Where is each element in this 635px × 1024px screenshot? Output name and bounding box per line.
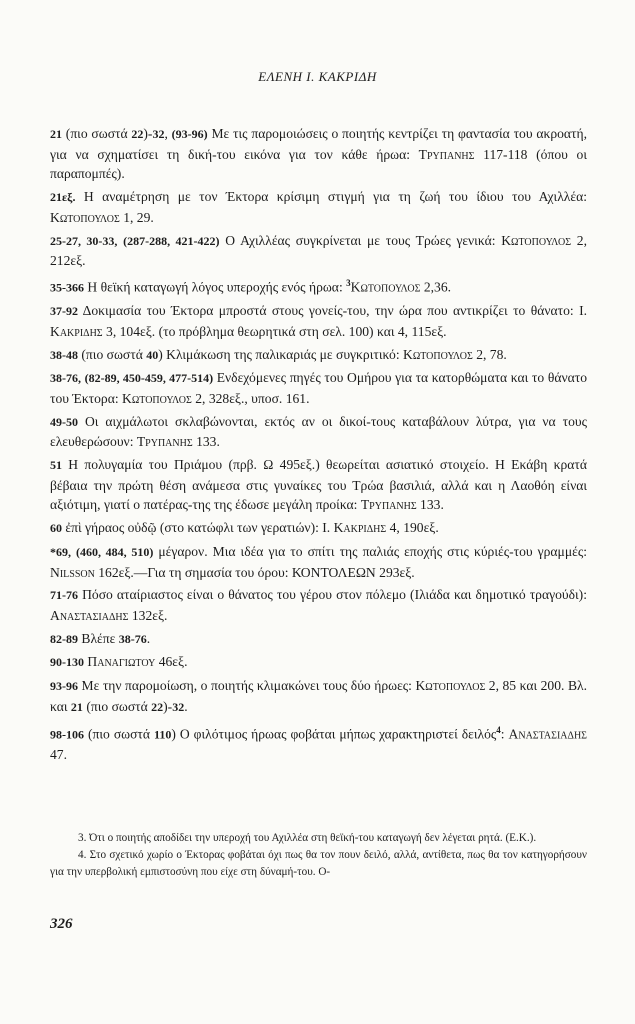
line-reference: 110: [154, 727, 172, 742]
note-text: ,: [164, 126, 172, 141]
line-reference: 21: [70, 699, 83, 714]
note-text: .: [184, 698, 188, 714]
author-citation: Αναστασιαδης: [50, 608, 129, 623]
note-text: Πόσο αταίριαστος είναι ο θάνατος του γέρου στον πόλεμο (Ιλιάδα και δημοτικό τραγούδι):: [78, 587, 587, 603]
line-reference: 51: [50, 458, 62, 473]
note-text: Ενδεχόμενες πηγές του Ομήρου για τα κατορθώματα και το θάνατο του Έκτορα:: [50, 370, 587, 406]
note-text: Βλέπε: [78, 630, 119, 646]
footnote-3: 3. Ότι ο ποιητής αποδίδει την υπεροχή του Αχιλλέα στη θεϊκή-του καταγωγή δεν λέγεται ρητά. (Ε.Κ.).: [78, 832, 537, 844]
note-text: Η θεϊκή καταγωγή λόγος υπεροχής ενός ήρωα: [84, 279, 339, 295]
note-text: 117-118 (όπου οι παραπομπές).: [50, 146, 587, 182]
line-reference: 38-76,: [50, 371, 81, 386]
commentary-note: [50, 301, 587, 341]
footnote-marker: 3: [346, 277, 351, 288]
note-text: .: [146, 630, 151, 646]
line-reference: 60: [50, 521, 62, 536]
commentary-note: [50, 542, 587, 582]
note-text: 133.: [416, 497, 444, 513]
commentary-notes: [50, 124, 587, 767]
author-citation: Κωτοπουλος: [350, 279, 421, 295]
note-text: (πιο σωστά: [78, 346, 147, 362]
line-reference: 90-130: [50, 655, 84, 670]
note-text: 162εξ.—Για τη σημασία του όρου: ΚΟΝΤΟΛΕΩΝ 293εξ.: [94, 564, 415, 580]
note-text: 4, 190εξ.: [386, 520, 439, 536]
note-text: (πιο σωστά: [62, 126, 132, 141]
commentary-note: [50, 231, 587, 271]
note-text: 2,36.: [420, 279, 452, 295]
commentary-note: [50, 412, 587, 452]
footnote-marker: 4: [496, 724, 501, 735]
line-reference: 22: [131, 127, 144, 141]
commentary-note: [50, 368, 587, 408]
note-text: :: [338, 279, 347, 295]
note-text: ἐπὶ γήραος οὐδῷ (στο κατώφλι των γερατιών): Ι.: [62, 520, 334, 536]
author-citation: Κωτοπουλος: [501, 232, 572, 248]
line-reference: 25-27, 30-33,: [50, 233, 118, 248]
commentary-note: [50, 124, 587, 184]
author-citation: Κωτοπουλος: [403, 346, 473, 362]
note-text: )-: [143, 126, 153, 141]
note-text: ) Ο φιλότιμος ήρωας φοβάται μήπως χαρακτηριστεί δειλός: [171, 726, 497, 742]
note-text: Η αναμέτρηση με τον Έκτορα κρίσιμη στιγμή για τη ζωή του ίδιου του Αχιλλέα:: [75, 189, 587, 205]
line-reference: (82-89, 450-459, 477-514): [84, 371, 214, 386]
line-reference: 32: [152, 127, 165, 141]
note-text: Με τις παρομοιώσεις ο ποιητής κεντρίζει τη φαντασία του ακροατή, για να σχηματίσει τη δική-του εικόνα για τον κάθε ήρωα:: [50, 126, 587, 162]
commentary-note: [50, 585, 587, 625]
line-reference: 71-76: [50, 588, 78, 603]
author-citation: Τρυπανης: [418, 146, 475, 162]
commentary-note: [50, 345, 587, 366]
page-number: 326: [50, 916, 73, 932]
author-citation: Τρυπανης: [136, 434, 193, 450]
line-reference: 21εξ.: [50, 190, 76, 205]
line-reference: 22: [151, 699, 164, 714]
author-citation: Κωτοπουλος: [122, 390, 192, 406]
line-reference: (93-96): [171, 127, 208, 141]
line-reference: 21: [50, 127, 62, 141]
commentary-note: [50, 652, 587, 673]
commentary-note: [50, 187, 587, 227]
note-text: 2, 78.: [472, 346, 507, 362]
author-citation: Κακριδης: [50, 323, 103, 339]
note-text: Δοκιμασία του Έκτορα μπροστά στους γονείς-του, την ώρα που αντικρίζει το θάνατο: Ι.: [78, 303, 587, 319]
note-text: :: [500, 726, 509, 742]
note-text: ) Κλιμάκωση της παλικαριάς με συγκριτικό:: [158, 346, 403, 362]
note-text: μέγαρον. Μια ιδέα για το σπίτι της παλιάς εποχής στις κύριές-του γραμμές:: [153, 543, 587, 559]
note-text: 2, 85 και 200. Βλ. και: [50, 678, 587, 714]
line-reference: *69,: [50, 544, 71, 559]
note-text: Οι αιχμάλωτοι σκλαβώνονται, εκτός αν οι δικοί-τους καταβάλουν λύτρα, για να τους ελευθερώσουν:: [50, 413, 587, 450]
commentary-note: [50, 455, 587, 515]
footnote-4: 4. Στο σχετικό χωρίο ο Έκτορας φοβάται όχι πως θα τον πουν δειλό, αλλά, αντίθετα, πως θα τον κατηγορήσουν για την υπερβολική εμπιστοσύνη που είχε στη δύναμή-του. Ο-: [50, 849, 587, 878]
commentary-note: [50, 518, 587, 539]
commentary-note: [50, 676, 587, 717]
commentary-note: [50, 274, 587, 298]
author-citation: Κακριδης: [333, 520, 387, 536]
line-reference: 38-76: [118, 631, 147, 646]
footnotes: [50, 830, 587, 881]
line-reference: 93-96: [50, 679, 78, 694]
note-text: )-: [163, 698, 173, 714]
line-reference: 98-106: [50, 727, 84, 742]
commentary-note: [50, 629, 587, 650]
note-text: (πιο σωστά: [84, 726, 154, 742]
line-reference: (287-288, 421-422): [123, 233, 220, 248]
note-text: Η πολυγαμία του Πριάμου (πρβ. Ω 495εξ.) θεωρείται ασιατικό στοιχείο. Η Εκάβη κρατά βέβαια την πρώτη θέση ανάμεσα στις γυναίκες του Τρώα βασιλιά, αλλά και η Λαοθόη είναι αξιότιμη, γιατί ο πατέρας-της της έδωσε μεγάλη προίκα:: [50, 457, 587, 513]
line-reference: 49-50: [50, 414, 78, 429]
note-text: 1, 29.: [119, 209, 154, 225]
author-citation: Κωτοπουλος: [415, 678, 486, 694]
author-citation: Παναγιωτου: [87, 654, 156, 670]
line-reference: 32: [172, 699, 185, 714]
author-citation: Αναστασιαδης: [508, 726, 587, 742]
note-text: 133.: [192, 434, 220, 450]
line-reference: 40: [146, 347, 159, 362]
line-reference: 35-366: [50, 280, 84, 295]
author-citation: Nilsson: [50, 564, 95, 580]
note-text: 46εξ.: [155, 654, 188, 670]
line-reference: 38-48: [50, 347, 78, 362]
author-citation: Τρυπανης: [360, 497, 417, 513]
note-text: (πιο σωστά: [82, 698, 152, 714]
note-text: 132εξ.: [128, 608, 168, 623]
author-citation: Κωτοπουλος: [50, 209, 120, 225]
commentary-note: [50, 721, 587, 765]
note-text: 3, 104εξ. (το πρόβλημα θεωρητικά στη σελ. 100) και 4, 115εξ.: [102, 323, 447, 339]
note-text: 2, 328εξ., υποσ. 161.: [191, 390, 310, 406]
note-text: 47.: [50, 746, 67, 762]
line-reference: 37-92: [50, 304, 78, 319]
note-text: Ο Αχιλλέας συγκρίνεται με τους Τρώες γενικά:: [219, 232, 502, 248]
note-text: 2, 212εξ.: [50, 232, 588, 269]
line-reference: 82-89: [50, 631, 78, 646]
running-head: ΕΛΕΝΗ Ι. ΚΑΚΡΙΔΗ: [258, 69, 377, 84]
line-reference: (460, 484, 510): [76, 544, 154, 559]
note-text: Με την παρομοίωση, ο ποιητής κλιμακώνει τους δύο ήρωες:: [78, 678, 416, 694]
